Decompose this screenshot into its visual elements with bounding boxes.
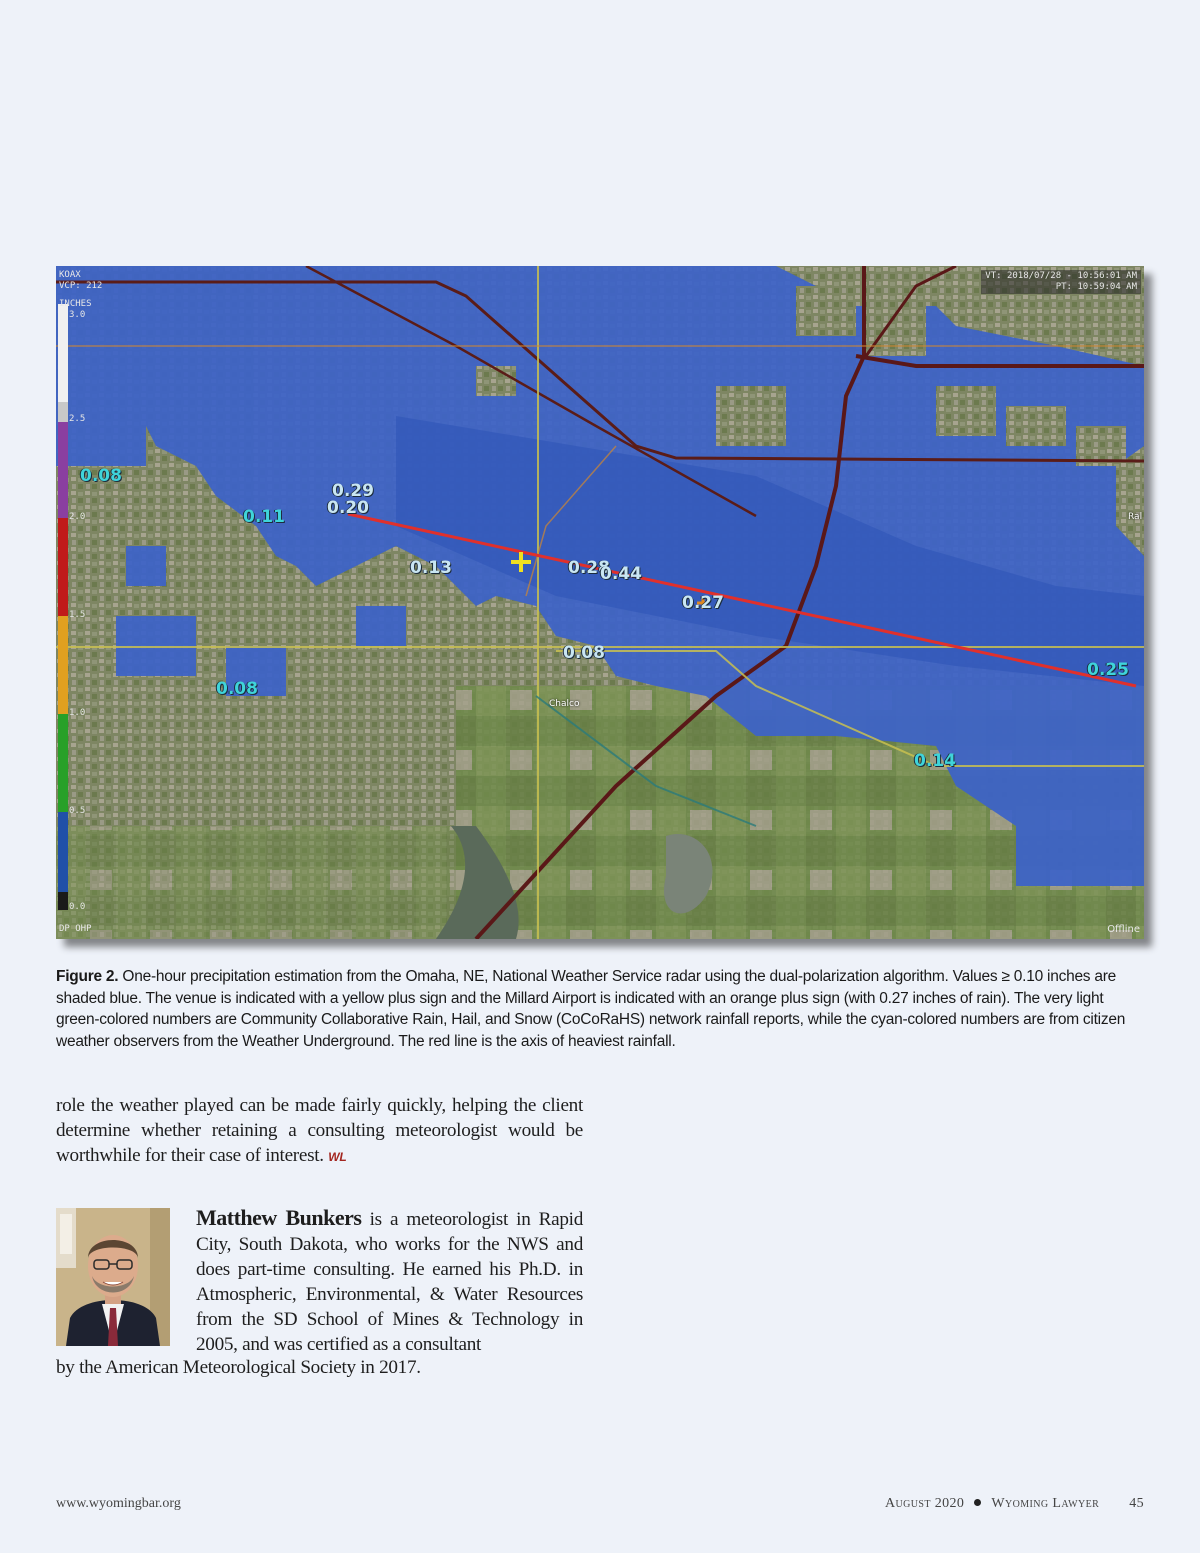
observation-value: 0.27 <box>682 593 724 613</box>
observation-value: 0.08 <box>80 466 122 486</box>
footer-issue: August 2020 <box>884 1496 965 1511</box>
scale-label: 2.0 <box>69 512 86 522</box>
observation-value: 0.44 <box>600 564 642 584</box>
observation-value: 0.20 <box>327 498 369 518</box>
observation-value: 0.08 <box>563 643 605 663</box>
scale-label: 0.5 <box>69 806 86 816</box>
author-name: Matthew Bunkers <box>196 1205 362 1230</box>
author-bio <box>196 1205 583 1357</box>
figure-caption <box>56 966 1136 1052</box>
author-bio-text: is a meteorologist in Rapid City, South Dakota, who works for the NWS and does part-time consulting. He earned his Ph.D. in Atmospheric, Environmental, & Water Resources from the SD School of Mines & Technology in 2005, and was certified as a consultant <box>196 1209 583 1355</box>
color-scale-bar <box>58 304 68 910</box>
end-mark: WL <box>328 1150 347 1164</box>
status-label: Offline <box>1107 924 1140 935</box>
product-time: PT: 10:59:04 AM <box>1055 282 1137 292</box>
bullet-icon <box>974 1499 981 1506</box>
footer-issue-info <box>885 1496 1144 1512</box>
radar-station <box>59 270 102 292</box>
scale-label: 1.5 <box>69 610 86 620</box>
scale-label: 2.5 <box>69 414 86 424</box>
product-name: DP OHP <box>59 924 92 934</box>
radar-figure <box>56 266 1144 939</box>
author-bio-last-line: by the American Meteorological Society in 2017. <box>56 1357 421 1378</box>
observation-value: 0.08 <box>216 679 258 699</box>
vcp-label: VCP: 212 <box>59 281 103 291</box>
caption-text: One-hour precipitation estimation from the Omaha, NE, National Weather Service radar using the dual-polarization algorithm. Values ≥ 0.10 inches are shaded blue. The venue is indicated with a yellow plus sign and the Millard Airport is indicated with an orange plus sign (with 0.27 inches of rain). The very light green-colored numbers are Community Collaborative Rain, Hail, and Snow (CoCoRaHS) network rainfall reports, while the cyan-colored numbers are from citizen weather observers from the Weather Underground. The red line is the axis of heaviest rainfall. <box>56 968 1126 1050</box>
observation-value: 0.28 <box>568 558 610 578</box>
scale-label: 0.0 <box>69 902 86 912</box>
radar-times <box>981 270 1141 294</box>
footer-publication: Wyoming Lawyer <box>991 1496 1100 1511</box>
observation-value: 0.14 <box>914 751 956 771</box>
footer-website: www.wyomingbar.org <box>56 1496 181 1511</box>
scale-units: INCHES <box>59 299 92 309</box>
article-paragraph <box>56 1093 583 1170</box>
scale-label: 3.0 <box>69 310 86 320</box>
valid-time: VT: 2018/07/28 - 10:56:01 AM <box>985 271 1137 281</box>
station-id: KOAX <box>59 270 81 280</box>
observation-value: 0.25 <box>1087 660 1129 680</box>
author-portrait-image <box>56 1208 170 1346</box>
place-label-ral: Ral <box>1128 512 1143 522</box>
paragraph-text: role the weather played can be made fairly quickly, helping the client determine whether retaining a consulting meteorologist would be worthwhile for their case of interest. <box>56 1095 583 1166</box>
place-label-chalco: Chalco <box>549 699 580 709</box>
scale-label: 1.0 <box>69 708 86 718</box>
observation-value: 0.11 <box>243 507 285 527</box>
author-photo <box>56 1208 170 1346</box>
observation-value: 0.13 <box>410 558 452 578</box>
observation-value: 0.29 <box>332 481 374 501</box>
radar-map <box>56 266 1144 939</box>
caption-label: Figure 2. <box>56 968 119 985</box>
page-number: 45 <box>1129 1496 1144 1511</box>
